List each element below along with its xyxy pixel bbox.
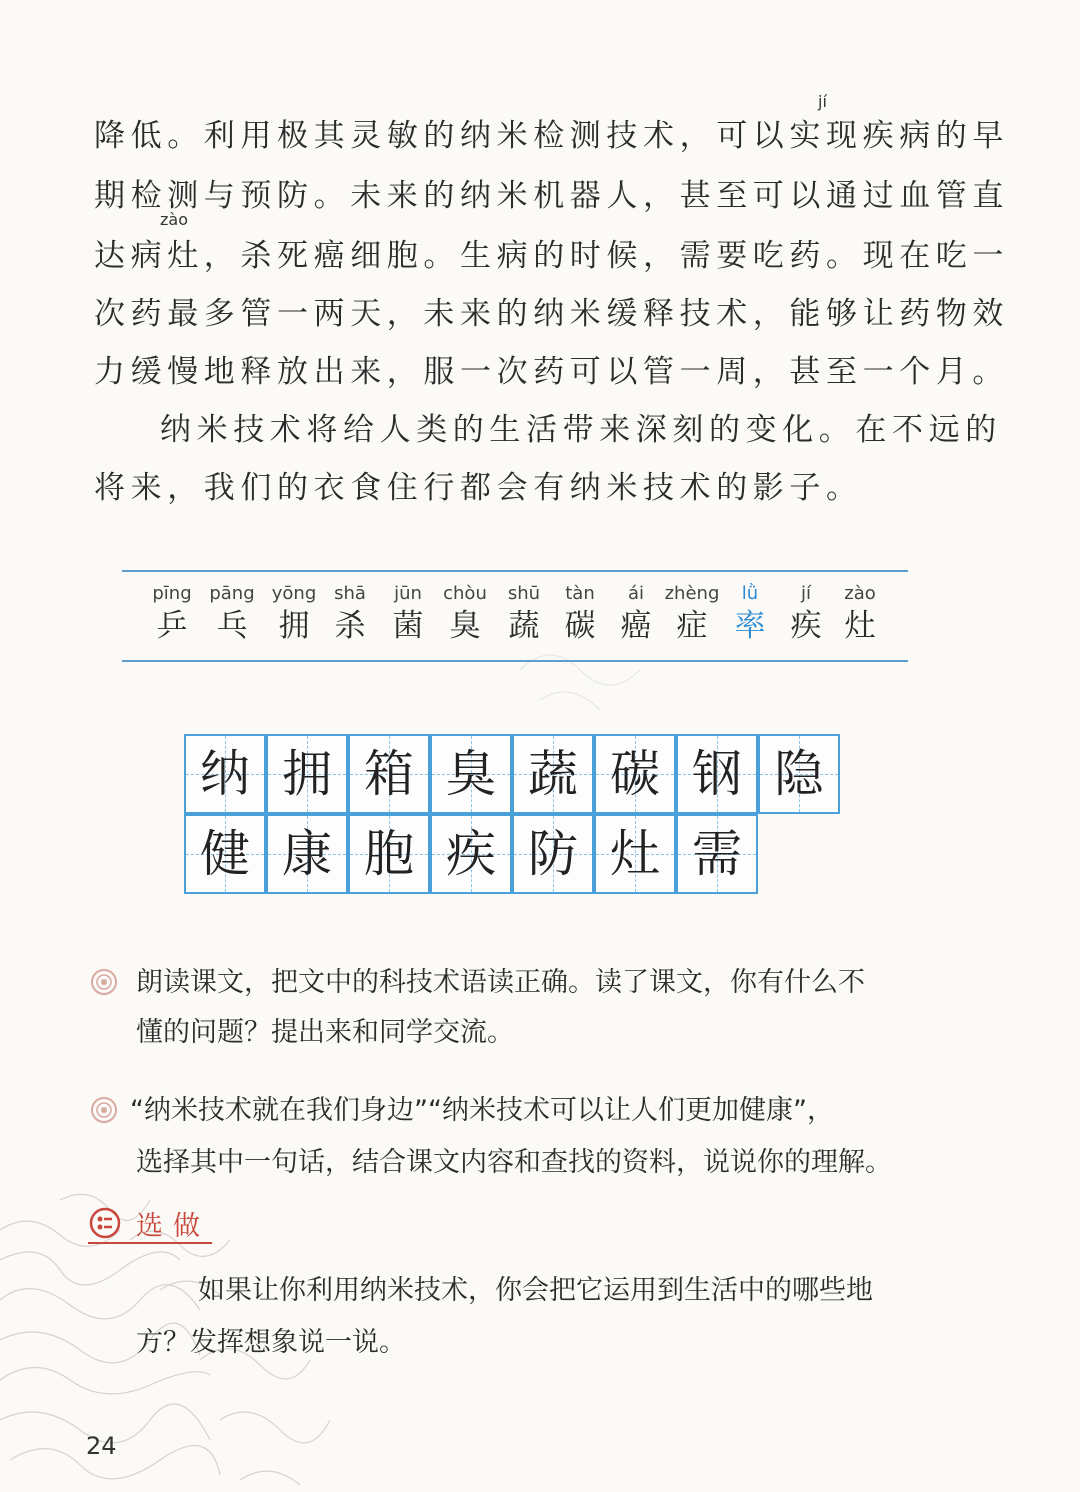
grid-cell bbox=[758, 734, 840, 814]
exercise-bullet-icon bbox=[90, 1096, 118, 1124]
grid-cell bbox=[512, 734, 594, 814]
exercise-bullet-icon bbox=[90, 968, 118, 996]
body-line-1: 降低。利用极其灵敏的纳米检测技术，可以实现疾病的早 bbox=[94, 118, 1009, 154]
glossary-item bbox=[608, 582, 664, 646]
grid-cell bbox=[184, 814, 266, 894]
glossary-char: 乓 bbox=[216, 608, 248, 644]
exercise-2-line-1: “纳米技术就在我们身边”“纳米技术可以让人们更加健康”， bbox=[130, 1095, 834, 1126]
glossary-char: 症 bbox=[676, 608, 708, 644]
grid-char: 康 bbox=[282, 825, 332, 883]
grid-char: 碳 bbox=[610, 745, 660, 803]
glossary-char: 疾 bbox=[790, 608, 822, 644]
optional-underline bbox=[88, 1242, 212, 1244]
optional-badge-icon bbox=[88, 1206, 122, 1240]
exercise-2-line-2: 选择其中一句话，结合课文内容和查找的资料，说说你的理解。 bbox=[136, 1147, 892, 1178]
glossary-item bbox=[266, 582, 322, 646]
grid-char: 灶 bbox=[610, 825, 660, 883]
glossary-item bbox=[322, 582, 378, 646]
body-line-3: 达病灶，杀死癌细胞。生病的时候，需要吃药。现在吃一 bbox=[94, 238, 1009, 274]
glossary-pinyin: jí bbox=[800, 583, 811, 604]
grid-cell bbox=[594, 734, 676, 814]
glossary-char: 拥 bbox=[278, 608, 310, 644]
glossary-item bbox=[437, 582, 493, 646]
grid-char: 需 bbox=[692, 825, 742, 883]
grid-char: 隐 bbox=[774, 745, 824, 803]
glossary-char: 乒 bbox=[156, 608, 188, 644]
grid-cell bbox=[348, 734, 430, 814]
glossary-pinyin: yōng bbox=[271, 583, 317, 604]
glossary-pinyin: jūn bbox=[394, 583, 422, 604]
pinyin-annotation-ji: jí bbox=[818, 92, 827, 111]
glossary-char: 率 bbox=[734, 608, 766, 644]
grid-char: 蔬 bbox=[528, 745, 578, 803]
grid-char: 臭 bbox=[446, 745, 496, 803]
glossary-item bbox=[144, 582, 200, 646]
glossary-pinyin: chòu bbox=[443, 583, 487, 604]
glossary-pinyin: shū bbox=[507, 583, 541, 604]
glossary-item bbox=[664, 582, 720, 646]
optional-label: 选做 bbox=[136, 1211, 210, 1242]
grid-char: 胞 bbox=[364, 825, 414, 883]
grid-char: 防 bbox=[528, 825, 578, 883]
grid-cell bbox=[676, 734, 758, 814]
glossary-item-highlighted bbox=[722, 582, 778, 646]
glossary-pinyin: zào bbox=[844, 583, 876, 604]
glossary-char: 灶 bbox=[844, 608, 876, 644]
grid-cell bbox=[594, 814, 676, 894]
exercise-1-line-1: 朗读课文，把文中的科技术语读正确。读了课文，你有什么不 bbox=[136, 967, 865, 998]
glossary-bottom-rule bbox=[122, 660, 908, 662]
glossary-top-rule bbox=[122, 570, 908, 572]
glossary-pinyin: zhèng bbox=[664, 583, 720, 604]
grid-cell bbox=[512, 814, 594, 894]
grid-cell bbox=[266, 734, 348, 814]
glossary-char: 蔬 bbox=[508, 608, 540, 644]
glossary-pinyin: shā bbox=[334, 583, 366, 604]
grid-char: 疾 bbox=[446, 825, 496, 883]
grid-char: 健 bbox=[200, 825, 250, 883]
glossary-pinyin: lǜ bbox=[741, 583, 759, 604]
page-number: 24 bbox=[86, 1432, 117, 1460]
grid-cell bbox=[266, 814, 348, 894]
optional-line-2: 方？发挥想象说一说。 bbox=[136, 1327, 406, 1358]
grid-char: 纳 bbox=[200, 745, 250, 803]
glossary-item bbox=[380, 582, 436, 646]
glossary-char: 菌 bbox=[392, 608, 424, 644]
glossary-item bbox=[496, 582, 552, 646]
exercise-1-line-2: 懂的问题？提出来和同学交流。 bbox=[136, 1017, 514, 1048]
grid-char: 钢 bbox=[692, 745, 742, 803]
glossary-pinyin: pīng bbox=[152, 583, 192, 604]
glossary-char: 碳 bbox=[564, 608, 596, 644]
grid-cell bbox=[430, 814, 512, 894]
glossary-pinyin: ái bbox=[627, 583, 645, 604]
body-line-6: 纳米技术将给人类的生活带来深刻的变化。在不远的 bbox=[160, 412, 1002, 448]
grid-cell bbox=[348, 814, 430, 894]
glossary-item bbox=[552, 582, 608, 646]
glossary-pinyin: pāng bbox=[209, 583, 255, 604]
grid-char: 拥 bbox=[282, 745, 332, 803]
glossary-item bbox=[778, 582, 834, 646]
body-line-5: 力缓慢地释放出来，服一次药可以管一周，甚至一个月。 bbox=[94, 354, 1009, 390]
glossary-char: 癌 bbox=[620, 608, 652, 644]
glossary-item bbox=[832, 582, 888, 646]
grid-cell bbox=[676, 814, 758, 894]
glossary-char: 臭 bbox=[449, 608, 481, 644]
glossary-pinyin: tàn bbox=[565, 583, 595, 604]
body-line-2: 期检测与预防。未来的纳米机器人，甚至可以通过血管直 bbox=[94, 178, 1009, 214]
glossary-item bbox=[204, 582, 260, 646]
glossary-char: 杀 bbox=[334, 608, 366, 644]
pinyin-annotation-zao: zào bbox=[160, 210, 188, 229]
optional-line-1: 如果让你利用纳米技术，你会把它运用到生活中的哪些地 bbox=[198, 1275, 873, 1306]
grid-char: 箱 bbox=[364, 745, 414, 803]
body-line-4: 次药最多管一两天，未来的纳米缓释技术，能够让药物效 bbox=[94, 296, 1009, 332]
grid-cell bbox=[184, 734, 266, 814]
body-line-7: 将来，我们的衣食住行都会有纳米技术的影子。 bbox=[94, 470, 863, 506]
grid-cell bbox=[430, 734, 512, 814]
